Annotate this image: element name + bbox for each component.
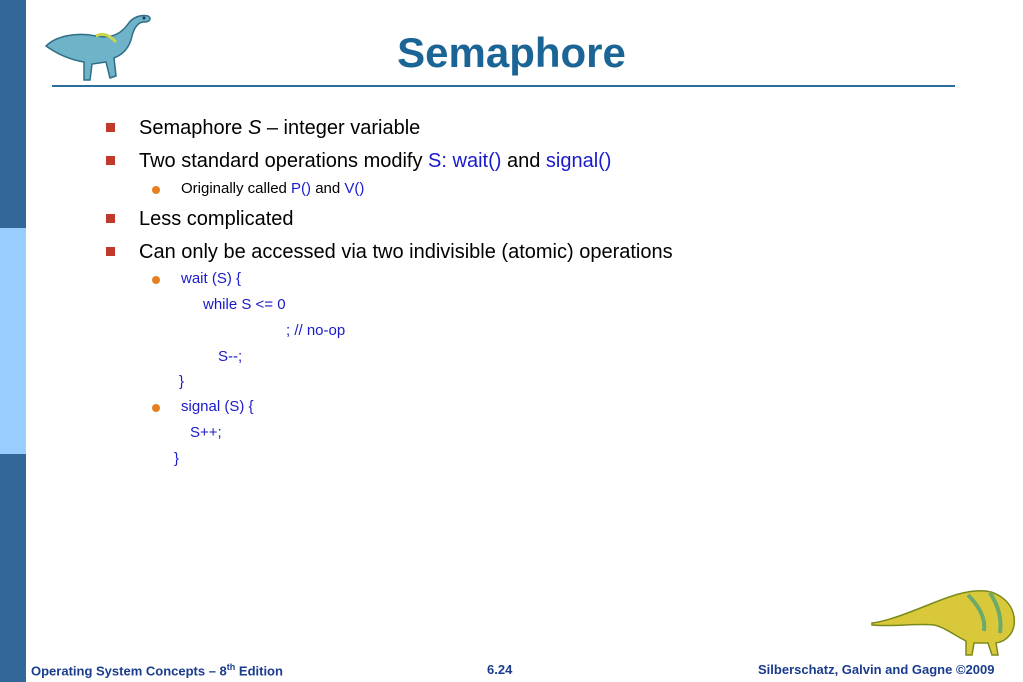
variable-s: S: [247, 117, 262, 139]
page-title: Semaphore: [397, 29, 626, 76]
v-operation-text: V(): [344, 180, 365, 197]
sub-bullet-originally-called: [181, 179, 364, 199]
code-close-brace: }: [179, 373, 185, 390]
code-wait-head: wait (S) {: [181, 270, 242, 287]
square-bullet-icon: [106, 247, 115, 256]
bullet-atomic-operations: Can only be accessed via two indivisible (atomic) operations: [139, 241, 673, 263]
round-bullet-icon: [152, 404, 160, 412]
bullet-text: Originally called: [181, 180, 292, 197]
bullet-text: Semaphore: [139, 117, 248, 139]
signal-operation-text: signal(): [545, 150, 612, 172]
bullet-less-complicated: Less complicated: [139, 208, 294, 230]
footer-text: Operating System Concepts – 8: [31, 663, 227, 679]
code-signal-head: signal (S) {: [181, 398, 254, 415]
square-bullet-icon: [106, 123, 115, 132]
dinosaur-footer-logo-icon: [868, 583, 1018, 658]
footer-text: Edition: [235, 663, 283, 679]
square-bullet-icon: [106, 214, 115, 223]
footer-authors: Silberschatz, Galvin and Gagne ©2009: [758, 662, 995, 677]
bullet-text: and: [501, 150, 546, 172]
footer-book-title: [31, 662, 283, 678]
code-decrement: S--;: [218, 348, 243, 365]
footer-page-number: 6.24: [487, 662, 513, 677]
round-bullet-icon: [152, 276, 160, 284]
footer-superscript: th: [226, 662, 236, 672]
bullet-text: – integer variable: [261, 117, 421, 139]
bullet-operations: [139, 149, 611, 173]
wait-operation-text: S: wait(): [428, 150, 502, 172]
round-bullet-icon: [152, 186, 160, 194]
p-operation-text: P(): [291, 180, 312, 197]
bullet-semaphore-definition: [139, 116, 420, 140]
bullet-text: Two standard operations modify: [139, 150, 429, 172]
code-while: while S <= 0: [203, 296, 286, 313]
code-noop: ; // no-op: [286, 322, 346, 339]
bullet-text: and: [311, 180, 345, 197]
square-bullet-icon: [106, 156, 115, 165]
code-increment: S++;: [190, 424, 222, 441]
code-close-brace: }: [174, 450, 180, 467]
